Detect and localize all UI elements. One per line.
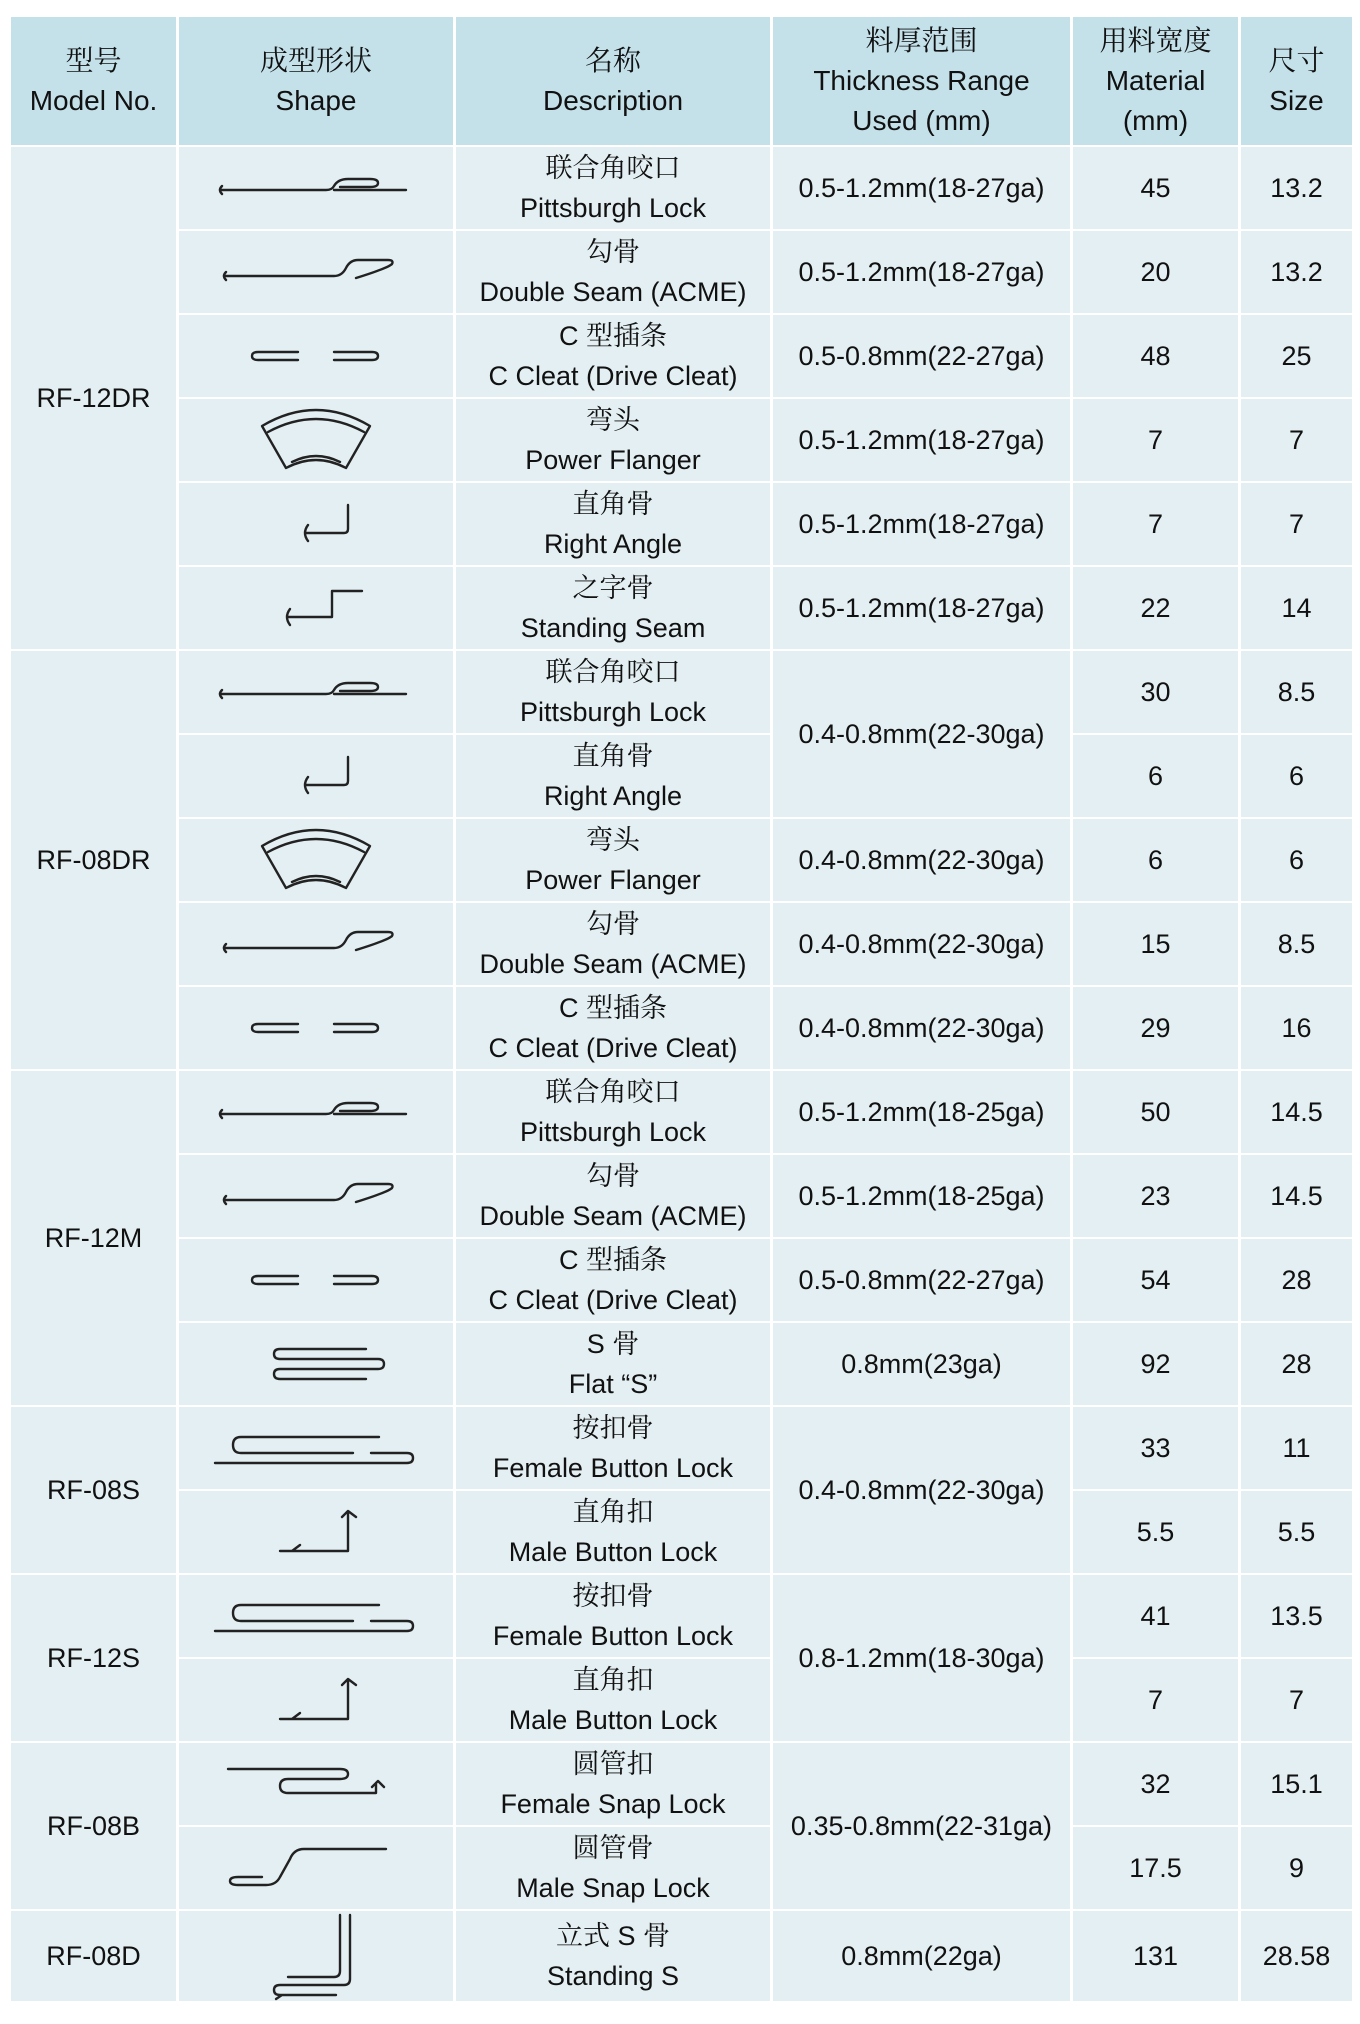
shape-cell	[179, 1407, 453, 1489]
material-cell: 23	[1073, 1155, 1238, 1237]
size-cell: 28	[1241, 1239, 1352, 1321]
description-cell: 圆管扣 Female Snap Lock	[456, 1743, 770, 1825]
table-row	[11, 903, 1352, 985]
shape-cell	[179, 651, 453, 733]
header-shape: 成型形状 Shape	[179, 17, 453, 145]
thickness-cell: 0.8mm(23ga)	[773, 1323, 1070, 1405]
description-cell: 勾骨 Double Seam (ACME)	[456, 231, 770, 313]
table-row	[11, 1827, 1352, 1909]
material-cell: 5.5	[1073, 1491, 1238, 1573]
size-cell: 13.2	[1241, 147, 1352, 229]
description-cell: C 型插条 C Cleat (Drive Cleat)	[456, 987, 770, 1069]
size-cell: 16	[1241, 987, 1352, 1069]
shape-cell	[179, 483, 453, 565]
description-cell: 联合角咬口 Pittsburgh Lock	[456, 1071, 770, 1153]
shape-cell	[179, 231, 453, 313]
description-cell: 联合角咬口 Pittsburgh Lock	[456, 147, 770, 229]
shape-cell	[179, 1659, 453, 1741]
table-row	[11, 1491, 1352, 1573]
spec-table	[8, 15, 1355, 2003]
model-cell: RF-12DR	[11, 147, 176, 649]
shape-cell	[179, 567, 453, 649]
shape-cell	[179, 1575, 453, 1657]
table-row	[11, 231, 1352, 313]
size-cell: 14.5	[1241, 1155, 1352, 1237]
table-row	[11, 315, 1352, 397]
model-cell: RF-08DR	[11, 651, 176, 1069]
female-snap-lock-icon	[216, 1761, 416, 1807]
description-cell: 勾骨 Double Seam (ACME)	[456, 903, 770, 985]
table-row	[11, 1239, 1352, 1321]
header-thickness: 料厚范围 Thickness Range Used (mm)	[773, 17, 1070, 145]
model-cell: RF-08S	[11, 1407, 176, 1573]
table-row	[11, 1323, 1352, 1405]
shape-cell	[179, 1155, 453, 1237]
table-row	[11, 1155, 1352, 1237]
size-cell: 28	[1241, 1323, 1352, 1405]
size-cell: 13.5	[1241, 1575, 1352, 1657]
model-cell: RF-12M	[11, 1071, 176, 1405]
table-row	[11, 147, 1352, 229]
shape-cell	[179, 987, 453, 1069]
size-cell: 28.58	[1241, 1911, 1352, 2001]
shape-cell	[179, 147, 453, 229]
thickness-cell: 0.5-1.2mm(18-27ga)	[773, 231, 1070, 313]
description-cell: 直角扣 Male Button Lock	[456, 1659, 770, 1741]
model-cell: RF-08D	[11, 1911, 176, 2001]
size-cell: 15.1	[1241, 1743, 1352, 1825]
size-cell: 13.2	[1241, 231, 1352, 313]
table-row	[11, 567, 1352, 649]
thickness-cell: 0.5-1.2mm(18-25ga)	[773, 1071, 1070, 1153]
standing-s-icon	[216, 1911, 416, 2001]
size-cell: 7	[1241, 1659, 1352, 1741]
shape-cell	[179, 819, 453, 901]
table-row	[11, 651, 1352, 733]
table-row	[11, 987, 1352, 1069]
power-flanger-icon	[216, 822, 416, 898]
material-cell: 15	[1073, 903, 1238, 985]
header-description: 名称 Description	[456, 17, 770, 145]
table-row	[11, 399, 1352, 481]
description-cell: 立式 S 骨 Standing S	[456, 1911, 770, 2001]
c-cleat-icon	[216, 341, 416, 371]
table-row	[11, 1407, 1352, 1489]
shape-cell	[179, 735, 453, 817]
shape-cell	[179, 1911, 453, 2001]
material-cell: 7	[1073, 1659, 1238, 1741]
size-cell: 25	[1241, 315, 1352, 397]
standing-seam-icon	[216, 583, 416, 633]
pittsburgh-lock-icon	[216, 672, 416, 712]
size-cell: 7	[1241, 399, 1352, 481]
shape-cell	[179, 1827, 453, 1909]
material-cell: 6	[1073, 735, 1238, 817]
material-cell: 48	[1073, 315, 1238, 397]
shape-cell	[179, 1323, 453, 1405]
thickness-cell: 0.8-1.2mm(18-30ga)	[773, 1575, 1070, 1741]
shape-cell	[179, 399, 453, 481]
description-cell: 直角扣 Male Button Lock	[456, 1491, 770, 1573]
table-row	[11, 1575, 1352, 1657]
material-cell: 131	[1073, 1911, 1238, 2001]
female-button-lock-icon	[211, 1593, 421, 1639]
header-size: 尺寸 Size	[1241, 17, 1352, 145]
right-angle-icon	[216, 499, 416, 549]
thickness-cell: 0.4-0.8mm(22-30ga)	[773, 987, 1070, 1069]
material-cell: 45	[1073, 147, 1238, 229]
table-row	[11, 735, 1352, 817]
thickness-cell: 0.4-0.8mm(22-30ga)	[773, 1407, 1070, 1573]
double-seam-icon	[216, 924, 416, 964]
material-cell: 6	[1073, 819, 1238, 901]
table-row	[11, 1659, 1352, 1741]
header-row	[11, 17, 1352, 145]
description-cell: 之字骨 Standing Seam	[456, 567, 770, 649]
header-material: 用料宽度 Material (mm)	[1073, 17, 1238, 145]
power-flanger-icon	[216, 402, 416, 478]
model-cell: RF-08B	[11, 1743, 176, 1909]
thickness-cell: 0.5-1.2mm(18-27ga)	[773, 147, 1070, 229]
table-row	[11, 819, 1352, 901]
description-cell: 直角骨 Right Angle	[456, 735, 770, 817]
description-cell: 弯头 Power Flanger	[456, 819, 770, 901]
thickness-cell: 0.4-0.8mm(22-30ga)	[773, 903, 1070, 985]
thickness-cell: 0.5-1.2mm(18-27ga)	[773, 399, 1070, 481]
material-cell: 20	[1073, 231, 1238, 313]
size-cell: 5.5	[1241, 1491, 1352, 1573]
thickness-cell: 0.4-0.8mm(22-30ga)	[773, 651, 1070, 817]
shape-cell	[179, 1491, 453, 1573]
size-cell: 14	[1241, 567, 1352, 649]
material-cell: 30	[1073, 651, 1238, 733]
thickness-cell: 0.5-0.8mm(22-27ga)	[773, 315, 1070, 397]
female-button-lock-icon	[211, 1425, 421, 1471]
male-button-lock-icon	[216, 1673, 416, 1727]
description-cell: C 型插条 C Cleat (Drive Cleat)	[456, 315, 770, 397]
material-cell: 33	[1073, 1407, 1238, 1489]
thickness-cell: 0.4-0.8mm(22-30ga)	[773, 819, 1070, 901]
material-cell: 29	[1073, 987, 1238, 1069]
male-snap-lock-icon	[216, 1841, 416, 1895]
description-cell: 弯头 Power Flanger	[456, 399, 770, 481]
table-row	[11, 1071, 1352, 1153]
material-cell: 17.5	[1073, 1827, 1238, 1909]
thickness-cell: 0.8mm(22ga)	[773, 1911, 1070, 2001]
pittsburgh-lock-icon	[216, 1092, 416, 1132]
double-seam-icon	[216, 252, 416, 292]
size-cell: 14.5	[1241, 1071, 1352, 1153]
shape-cell	[179, 1239, 453, 1321]
thickness-cell: 0.5-1.2mm(18-27ga)	[773, 567, 1070, 649]
table-row	[11, 483, 1352, 565]
pittsburgh-lock-icon	[216, 168, 416, 208]
size-cell: 8.5	[1241, 903, 1352, 985]
description-cell: C 型插条 C Cleat (Drive Cleat)	[456, 1239, 770, 1321]
table-row	[11, 1743, 1352, 1825]
header-model: 型号 Model No.	[11, 17, 176, 145]
size-cell: 6	[1241, 819, 1352, 901]
description-cell: 圆管骨 Male Snap Lock	[456, 1827, 770, 1909]
material-cell: 41	[1073, 1575, 1238, 1657]
description-cell: 勾骨 Double Seam (ACME)	[456, 1155, 770, 1237]
size-cell: 6	[1241, 735, 1352, 817]
flat-s-icon	[216, 1341, 416, 1387]
material-cell: 7	[1073, 483, 1238, 565]
material-cell: 92	[1073, 1323, 1238, 1405]
size-cell: 8.5	[1241, 651, 1352, 733]
description-cell: 按扣骨 Female Button Lock	[456, 1575, 770, 1657]
material-cell: 32	[1073, 1743, 1238, 1825]
description-cell: 直角骨 Right Angle	[456, 483, 770, 565]
thickness-cell: 0.5-1.2mm(18-25ga)	[773, 1155, 1070, 1237]
material-cell: 7	[1073, 399, 1238, 481]
thickness-cell: 0.5-1.2mm(18-27ga)	[773, 483, 1070, 565]
shape-cell	[179, 903, 453, 985]
size-cell: 9	[1241, 1827, 1352, 1909]
size-cell: 11	[1241, 1407, 1352, 1489]
model-cell: RF-12S	[11, 1575, 176, 1741]
c-cleat-icon	[216, 1265, 416, 1295]
right-angle-icon	[216, 751, 416, 801]
shape-cell	[179, 1743, 453, 1825]
material-cell: 50	[1073, 1071, 1238, 1153]
male-button-lock-icon	[216, 1505, 416, 1559]
size-cell: 7	[1241, 483, 1352, 565]
table-row	[11, 1911, 1352, 2001]
shape-cell	[179, 315, 453, 397]
thickness-cell: 0.5-0.8mm(22-27ga)	[773, 1239, 1070, 1321]
description-cell: S 骨 Flat “S”	[456, 1323, 770, 1405]
description-cell: 联合角咬口 Pittsburgh Lock	[456, 651, 770, 733]
thickness-cell: 0.35-0.8mm(22-31ga)	[773, 1743, 1070, 1909]
description-cell: 按扣骨 Female Button Lock	[456, 1407, 770, 1489]
material-cell: 22	[1073, 567, 1238, 649]
c-cleat-icon	[216, 1013, 416, 1043]
material-cell: 54	[1073, 1239, 1238, 1321]
shape-cell	[179, 1071, 453, 1153]
double-seam-icon	[216, 1176, 416, 1216]
